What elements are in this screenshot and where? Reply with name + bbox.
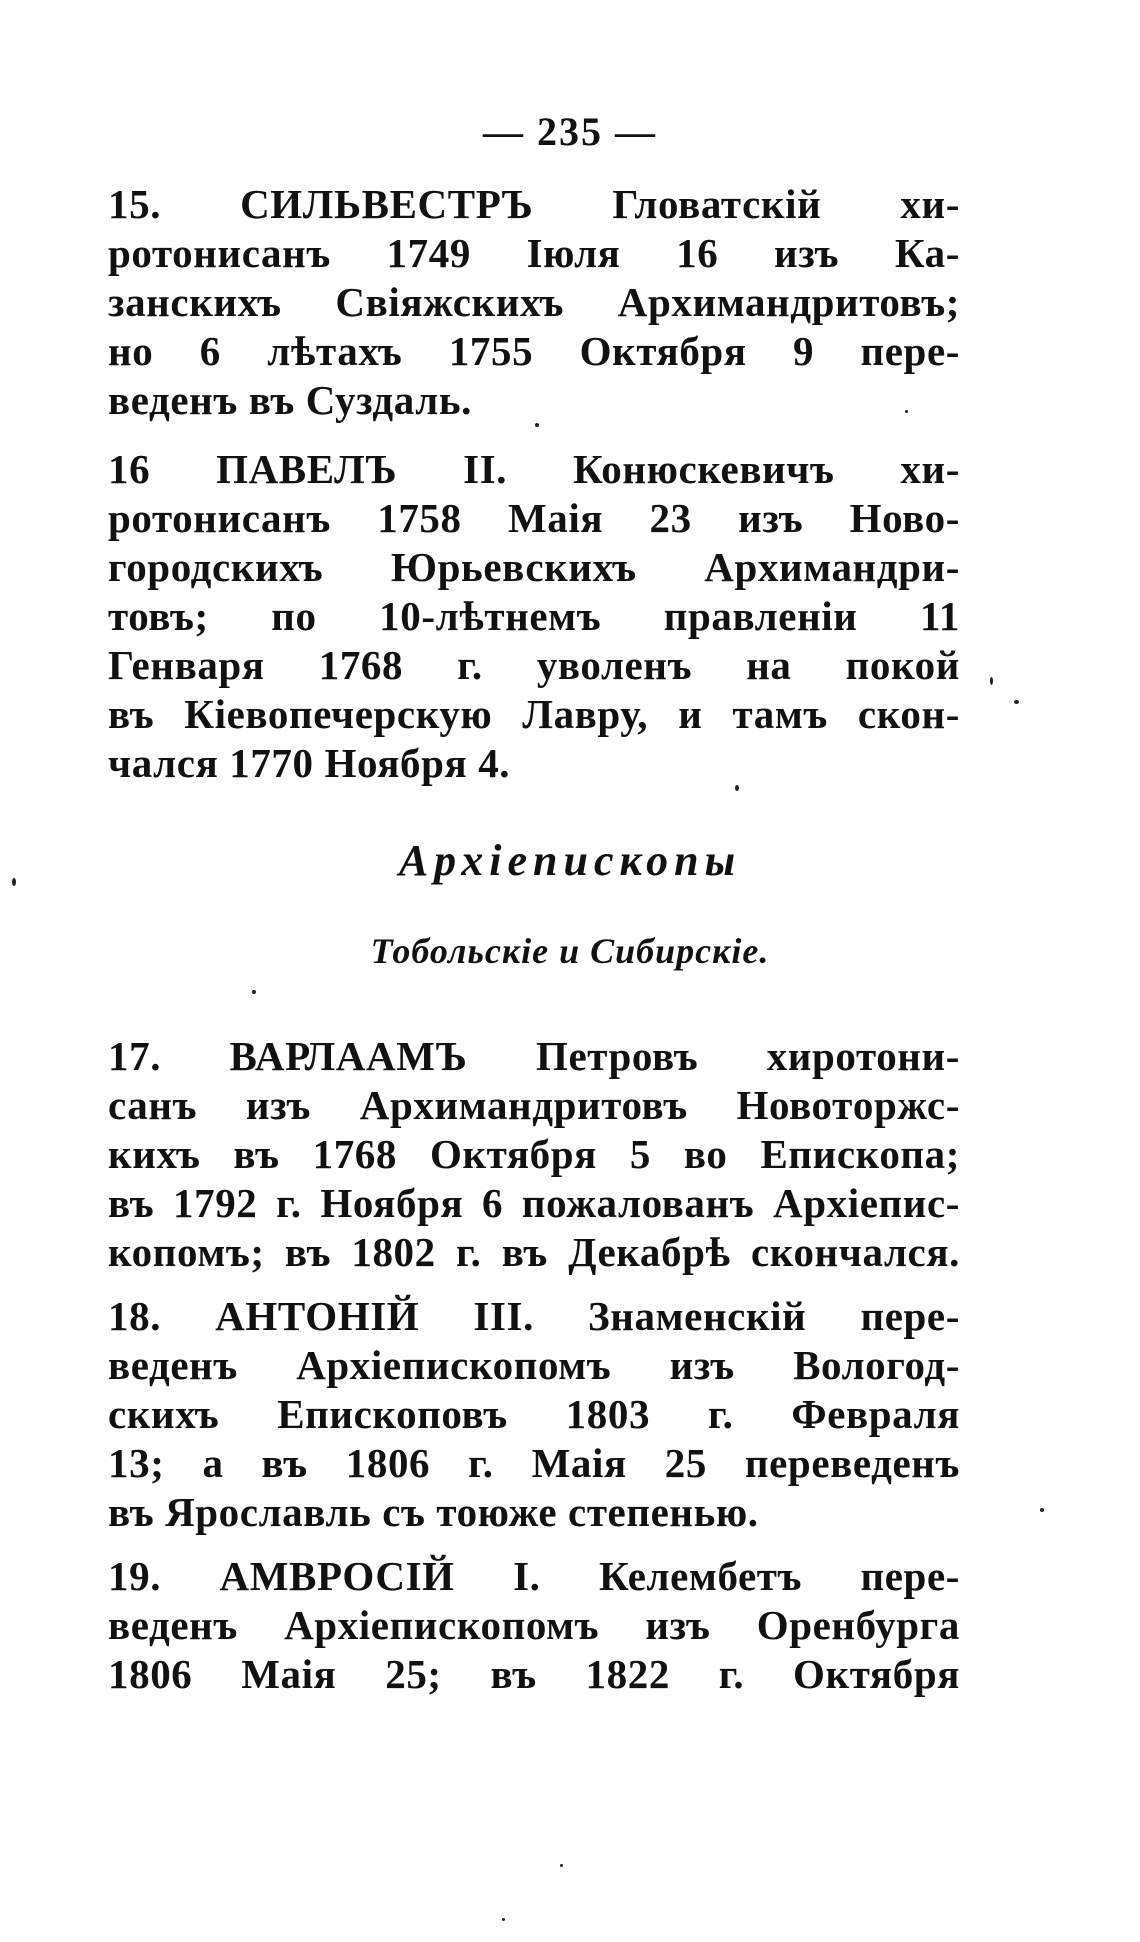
entry-line: занскихъ Свіяжскихъ Архимандритовъ; — [108, 279, 960, 325]
ink-speck — [12, 878, 16, 886]
entry-line: 1806 Маія 25; въ 1822 г. Октября — [108, 1651, 960, 1697]
ink-speck — [560, 1864, 563, 1867]
ink-speck — [905, 410, 908, 413]
entry-line: копомъ; въ 1802 г. въ Декабрѣ скончался. — [108, 1229, 960, 1275]
entry-line: скихъ Епископовъ 1803 г. Февраля — [108, 1391, 960, 1437]
ink-speck — [1040, 1508, 1044, 1512]
ink-speck — [735, 785, 739, 791]
entry-line: веденъ въ Суздаль. — [108, 377, 472, 423]
ink-speck — [990, 677, 993, 685]
entry-line: въ 1792 г. Ноября 6 пожалованъ Архіепис- — [108, 1180, 960, 1226]
section-subtitle: Тобольскіе и Сибирскіе. — [370, 931, 770, 971]
entry-line: 13; а въ 1806 г. Маія 25 переведенъ — [108, 1440, 960, 1486]
entry-line: 16 ПАВЕЛЪ II. Конюскевичъ хи- — [108, 446, 960, 492]
entry-19 — [108, 1552, 960, 1699]
entry-line: веденъ Архіепископомъ изъ Оренбурга — [108, 1602, 960, 1648]
entry-line: товъ; по 10-лѣтнемъ правленіи 11 — [108, 593, 960, 639]
entry-17 — [108, 1032, 960, 1277]
ink-speck — [502, 1918, 505, 1921]
entry-line: 19. АМВРОСІЙ I. Келембетъ пере- — [108, 1553, 960, 1599]
ink-speck — [535, 423, 539, 427]
entry-line: ротонисанъ 1758 Маія 23 изъ Ново- — [108, 495, 960, 541]
entry-line: 18. АНТОНІЙ III. Знаменскій пере- — [108, 1293, 960, 1339]
ink-speck — [252, 990, 256, 994]
entry-line: чался 1770 Ноября 4. — [108, 740, 511, 786]
entry-line: 17. ВАРЛААМЪ Петровъ хиротони- — [108, 1033, 960, 1079]
entry-line: 15. СИЛЬВЕСТРЪ Гловатскій хи- — [108, 181, 960, 227]
entry-line: кихъ въ 1768 Октября 5 во Епископа; — [108, 1131, 960, 1177]
page-number: — 235 — — [483, 109, 657, 154]
entry-line: въ Ярославль съ тоюже степенью. — [108, 1489, 759, 1535]
entry-line: Генваря 1768 г. уволенъ на покой — [108, 642, 960, 688]
entry-line: городскихъ Юрьевскихъ Архимандри- — [108, 544, 960, 590]
ink-speck — [1014, 700, 1019, 704]
entry-line: санъ изъ Архимандритовъ Новотoржс- — [108, 1082, 960, 1128]
entry-line: веденъ Архіепископомъ изъ Вологод- — [108, 1342, 960, 1388]
entry-18 — [108, 1292, 960, 1537]
section-title: Архіепископы — [398, 836, 742, 885]
entry-15 — [108, 180, 960, 425]
entry-line: въ Кіевопечерскую Лавру, и тамъ скон- — [108, 691, 960, 737]
entry-16 — [108, 445, 960, 788]
entry-line: но 6 лѣтахъ 1755 Октября 9 пере- — [108, 328, 960, 374]
entry-line: ротонисанъ 1749 Іюля 16 изъ Ка- — [108, 230, 960, 276]
